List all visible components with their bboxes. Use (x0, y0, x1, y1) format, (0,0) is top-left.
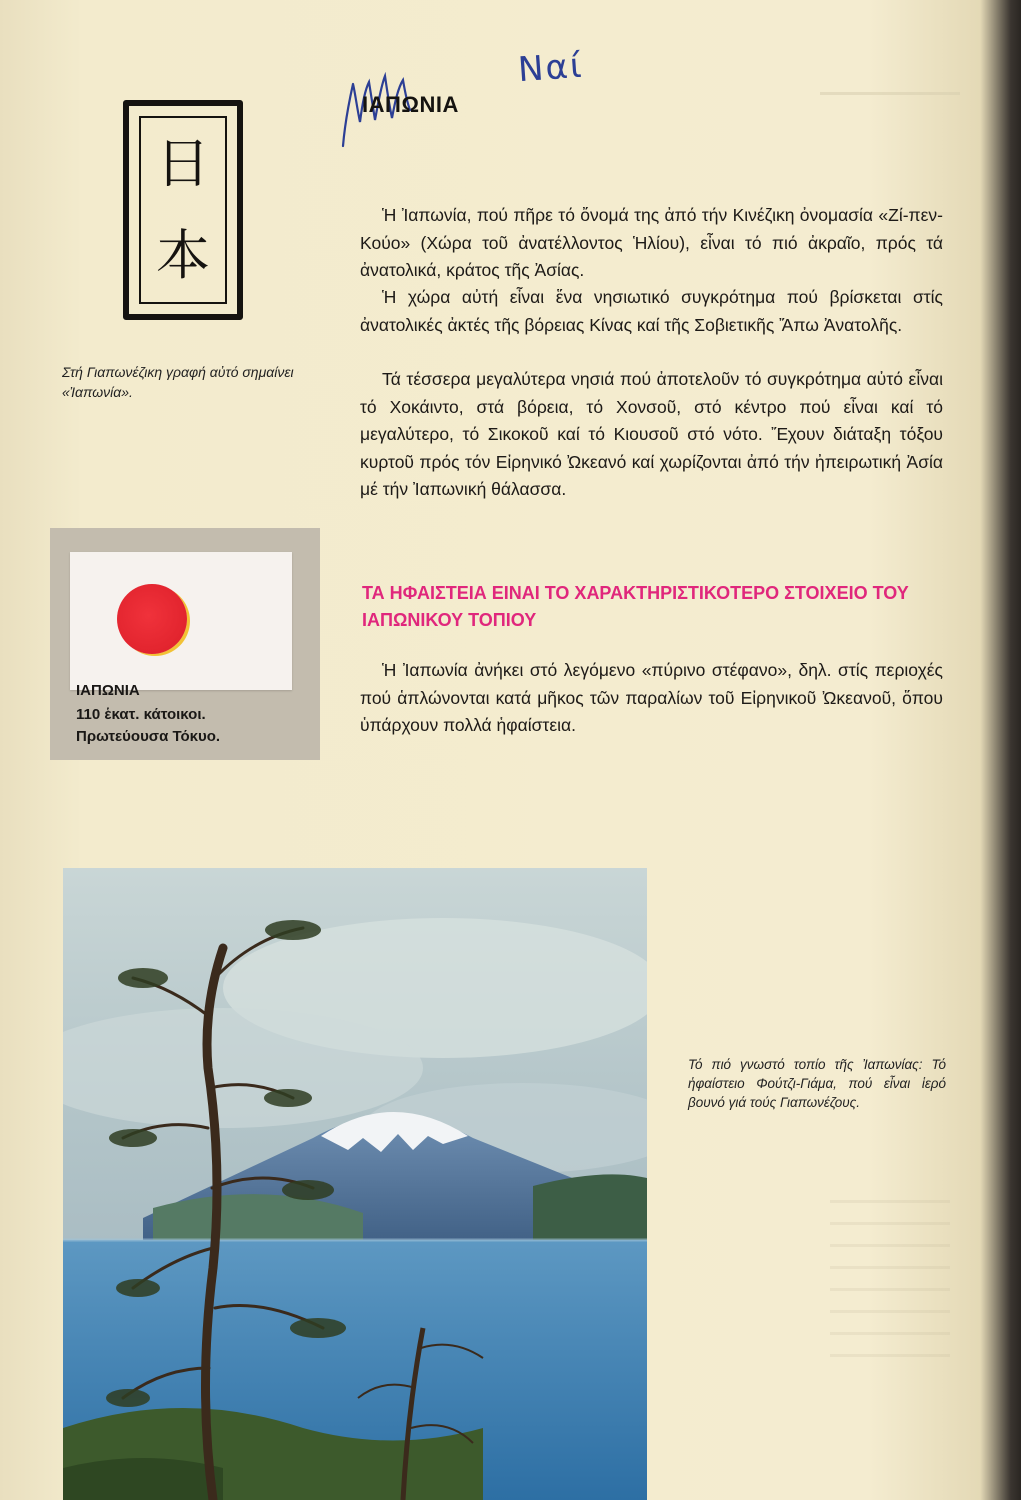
japan-flag (70, 552, 292, 690)
flag-country-name: ΙΑΠΩΝΙΑ (76, 682, 140, 699)
kanji-inner-frame (139, 116, 227, 304)
kanji-top: 日 (156, 132, 210, 195)
bleed-through-texture (830, 1200, 950, 1360)
handwritten-note: Ναί (516, 45, 585, 91)
mount-fuji-photo (63, 868, 647, 1500)
kanji-caption: Στή Γιαπωνέζικη γραφή αὐτό σημαίνει «Ἰαπωνία». (62, 364, 294, 400)
bleed-through-texture (820, 92, 960, 105)
paragraph-1: Ἡ Ἰαπωνία, πού πῆρε τό ὄνομά της ἀπό τήν Κινέζικη ὀνομασία «Ζί-πεν-Κούο» (Χώρα τοῦ ἀνατέλλοντος Ἡλίου), εἶναι τό πιό ἀκραῖο, πρός τά ἀνατολικά, κράτος τῆς Ἀσίας. (360, 205, 943, 280)
flag-population: 110 ἑκατ. κάτοικοι. (76, 706, 206, 723)
paragraph-3: Τά τέσσερα μεγαλύτερα νησιά πού ἀποτελοῦν τό συγκρότημα αὐτό εἶναι τό Χοκάιντο, στά βόρεια, τό Χονσοῦ, στό κέντρο πού εἶναι καί τό μεγαλύτερο, τό Σικοκοῦ καί τό Κιουσοῦ στό νότο. Ἔχουν διάταξη τόξου κυρτοῦ πρός τόν Εἰρηνικό Ὠκεανό καί χωρίζονται ἀπό τήν ἠπειρωτική Ἀσία μέ τήν Ἰαπωνική θάλασσα. (360, 369, 943, 499)
page-title: ΙΑΠΩΝΙΑ (362, 92, 459, 117)
flag-sun-disc (117, 584, 187, 654)
kanji-bottom: 本 (156, 224, 210, 287)
flag-info-box (50, 528, 320, 760)
photo-caption: Τό πιό γνωστό τοπίο τῆς Ἰαπωνίας: Τό ἡφαίστειο Φούτζι-Γιάμα, πού εἶναι ἱερό βουνό γιά τούς Γιαπωνέζους. (688, 1057, 946, 1110)
section-heading: ΤΑ ΗΦΑΙΣΤΕΙΑ ΕΙΝΑΙ ΤΟ ΧΑΡΑΚΤΗΡΙΣΤΙΚΟΤΕΡΟ ΣΤΟΙΧΕΙΟ ΤΟΥ ΙΑΠΩΝΙΚΟΥ ΤΟΠΙΟΥ (362, 583, 909, 630)
kanji-box (123, 100, 243, 320)
flag-capital: Πρωτεύουσα Τόκυο. (76, 728, 221, 745)
paragraph-2: Ἡ χώρα αὐτή εἶναι ἕνα νησιωτικό συγκρότημα πού βρίσκεται στίς ἀνατολικές ἀκτές τῆς βόρειας Κίνας καί τῆς Σοβιετικῆς Ἄπω Ἀνατολῆς. (360, 287, 943, 335)
section-paragraph: Ἡ Ἰαπωνία ἀνήκει στό λεγόμενο «πύρινο στέφανο», δηλ. στίς περιοχές πού ἁπλώνονται κατά μῆκος τῶν παραλίων τοῦ Εἰρηνικοῦ Ὠκεανοῦ, ὅπου ὑπάρχουν πολλά ἡφαίστεια. (360, 660, 943, 735)
